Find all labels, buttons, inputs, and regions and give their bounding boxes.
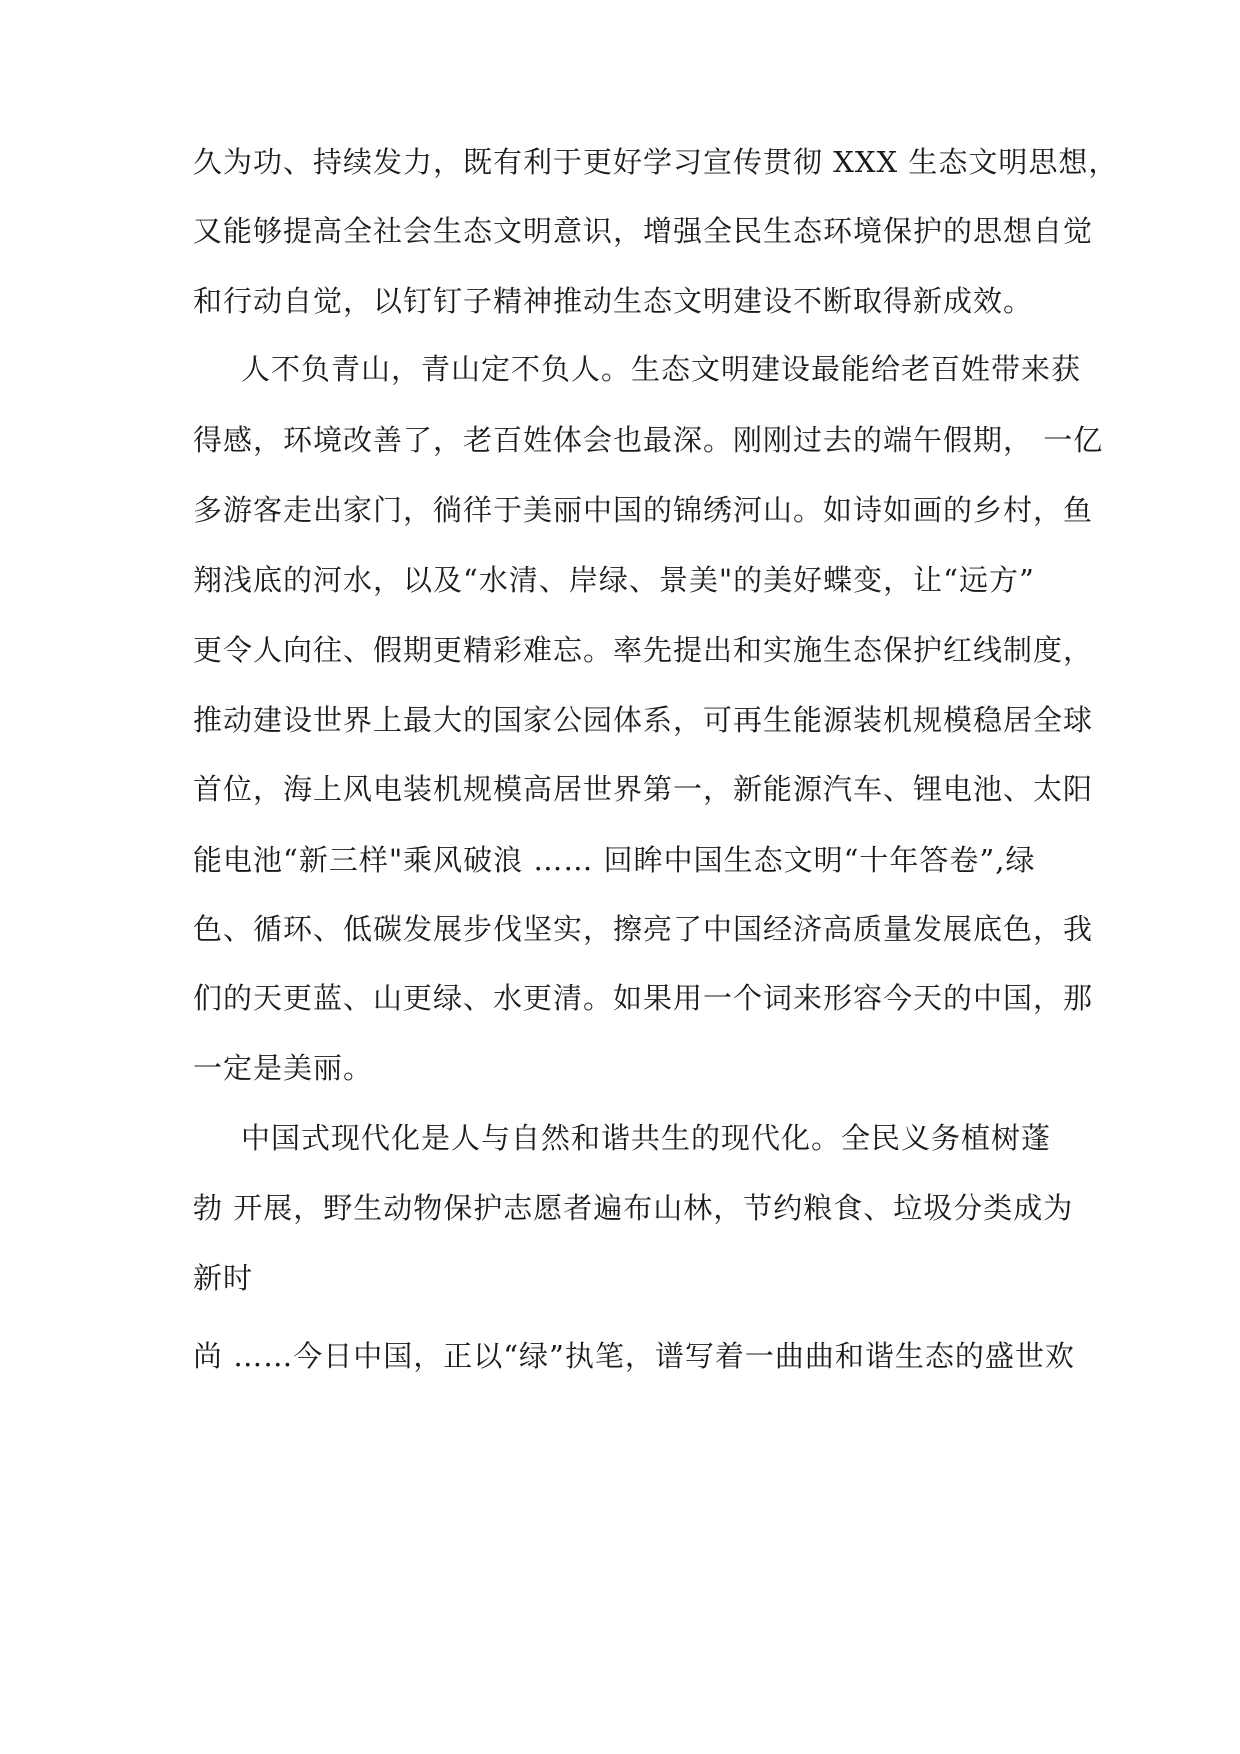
text-line-9: 推动建设世界上最大的国家公园体系，可再生能源装机规模稳居全球: [193, 703, 1094, 737]
text-line-18: 尚 ……今日中国，正以“绿”执笔，谱写着一曲曲和谐生态的盛世欢: [193, 1339, 1075, 1373]
text-line-6: 多游客走出家门，徜徉于美丽中国的锦绣河山。如诗如画的乡村，鱼: [193, 493, 1094, 527]
text-line-13: 们的天更蓝、山更绿、水更清。如果用一个词来形容今天的中国，那: [193, 981, 1094, 1015]
text-line-1: 久为功、持续发力，既有利于更好学习宣传贯彻 XXX 生态文明思想，: [193, 145, 1119, 179]
text-line-2: 又能够提高全社会生态文明意识，增强全民生态环境保护的思想自觉: [193, 214, 1094, 248]
text-line-4: 人不负青山，青山定不负人。生态文明建设最能给老百姓带来获: [241, 352, 1082, 386]
text-line-15: 中国式现代化是人与自然和谐共生的现代化。全民义务植树蓬: [241, 1121, 1052, 1155]
text-line-8: 更令人向往、假期更精彩难忘。率先提出和实施生态保护红线制度，: [193, 633, 1094, 667]
text-line-12: 色、循环、低碳发展步伐坚实，擦亮了中国经济高质量发展底色，我: [193, 912, 1094, 946]
text-line-17: 新时: [193, 1261, 254, 1295]
text-line-11: 能电池“新三样"乘风破浪 …… 回眸中国生态文明“十年答卷”,绿: [193, 843, 1036, 877]
text-line-10: 首位，海上风电装机规模高居世界第一，新能源汽车、锂电池、太阳: [193, 772, 1094, 806]
text-line-5: 得感，环境改善了，老百姓体会也最深。刚刚过去的端午假期， 一亿: [193, 423, 1104, 457]
text-line-16: 勃 开展，野生动物保护志愿者遍布山林，节约粮食、垃圾分类成为: [193, 1191, 1074, 1225]
text-line-3: 和行动自觉，以钉钉子精神推动生态文明建设不断取得新成效。: [193, 284, 1034, 318]
text-line-7: 翔浅底的河水，以及“水清、岸绿、景美"的美好蝶变，让“远方”: [193, 563, 1035, 597]
text-line-14: 一定是美丽。: [193, 1051, 374, 1085]
